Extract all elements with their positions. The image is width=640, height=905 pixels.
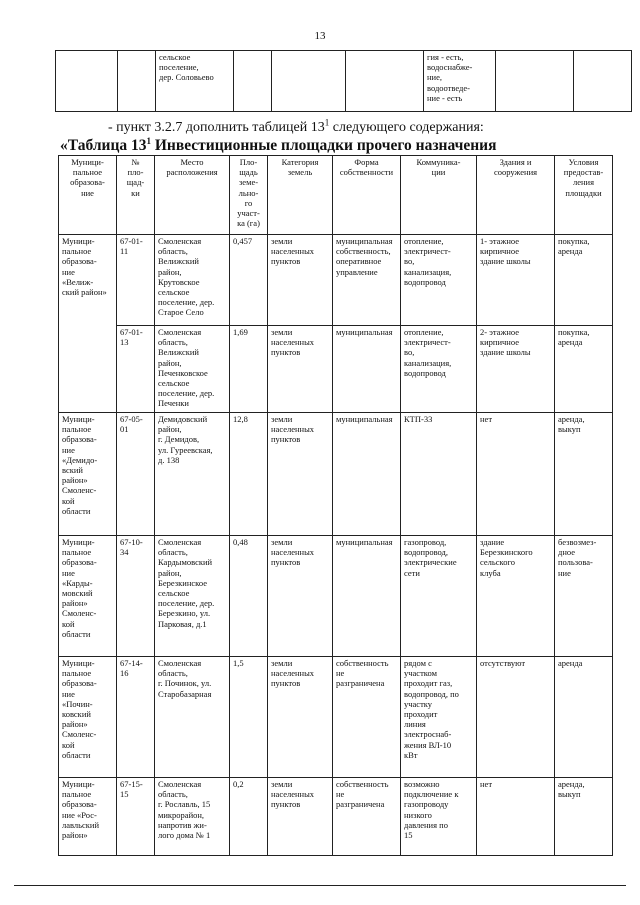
location-cell: Демидовский район, г. Демидов, ул. Гуреевская, д. 138: [155, 413, 230, 536]
buildings-cell: здание Березкинского сельского клуба: [477, 536, 555, 657]
header-communications: Коммуника- ции: [401, 156, 477, 235]
area-cell: 0,457: [230, 235, 268, 326]
communications-cell: отопление, электричест- во, канализация, водопровод: [401, 326, 477, 413]
conditions-cell: безвозмез- дное пользова- ние: [555, 536, 613, 657]
area-cell: 1,5: [230, 657, 268, 778]
table-row: [59, 657, 613, 778]
header-row: [59, 156, 613, 235]
header-site-number: № пло- щад- ки: [117, 156, 155, 235]
location-cell: Смоленская область, Кардымовский район, Березкинское сельское поселение, дер. Березкино, ул. Парковая, д.1: [155, 536, 230, 657]
site-number-cell: 67-10- 34: [117, 536, 155, 657]
communications-cell: возможно подключение к газопроводу низкого давления по 15: [401, 778, 477, 856]
header-land-category: Категория земель: [268, 156, 333, 235]
site-number-cell: 67-05- 01: [117, 413, 155, 536]
table-row: [59, 778, 613, 856]
table-row: [59, 326, 613, 413]
location-cell: Смоленская область, г. Починок, ул. Старобазарная: [155, 657, 230, 778]
prev-communications-cell: гия - есть, водоснабже- ние, водоотведе- ние - есть: [424, 51, 496, 112]
prev-cell: [346, 51, 424, 112]
buildings-cell: нет: [477, 778, 555, 856]
header-municipality: Муници- пальное образова- ние: [59, 156, 117, 235]
ownership-cell: муниципальная: [333, 536, 401, 657]
ownership-cell: собственность не разграничена: [333, 778, 401, 856]
land-category-cell: земли населенных пунктов: [268, 326, 333, 413]
area-cell: 0,48: [230, 536, 268, 657]
conditions-cell: аренда: [555, 657, 613, 778]
area-cell: 12,8: [230, 413, 268, 536]
site-number-cell: 67-01- 11: [117, 235, 155, 326]
land-category-cell: земли населенных пунктов: [268, 657, 333, 778]
header-conditions: Условия предостав- ления площадки: [555, 156, 613, 235]
header-ownership: Форма собственности: [333, 156, 401, 235]
land-category-cell: земли населенных пунктов: [268, 778, 333, 856]
buildings-cell: 1- этажное кирпичное здание школы: [477, 235, 555, 326]
area-cell: 1,69: [230, 326, 268, 413]
municipality-cell: Муници- пальное образова- ние «Карды- мовский район» Смоленс- кой области: [59, 536, 117, 657]
table-row: [59, 413, 613, 536]
location-cell: Смоленская область, г. Рославль, 15 микрорайон, напротив жи- лого дома № 1: [155, 778, 230, 856]
land-category-cell: земли населенных пунктов: [268, 413, 333, 536]
investment-sites-table: [58, 155, 613, 856]
prev-cell: [56, 51, 118, 112]
prev-cell: [272, 51, 346, 112]
municipality-cell: Муници- пальное образова- ние «Велиж- ский район»: [59, 235, 117, 413]
location-cell: Смоленская область, Велижский район, Крутовское сельское поселение, дер. Старое Село: [155, 235, 230, 326]
header-area: Пло- щадь земе- льно- го участ- ка (га): [230, 156, 268, 235]
conditions-cell: аренда, выкуп: [555, 778, 613, 856]
footer-divider: [14, 885, 626, 886]
site-number-cell: 67-15- 15: [117, 778, 155, 856]
ownership-cell: собственность не разграничена: [333, 657, 401, 778]
instruction-text: - пункт 3.2.7 дополнить таблицей $13^1$ следующего содержания:: [108, 117, 484, 135]
municipality-cell: Муници- пальное образова- ние «Рос- лавльский район»: [59, 778, 117, 856]
site-number-cell: 67-01- 13: [117, 326, 155, 413]
table-row: [59, 536, 613, 657]
municipality-cell: Муници- пальное образова- ние «Почин- ковский район» Смоленс- кой области: [59, 657, 117, 778]
buildings-cell: 2- этажное кирпичное здание школы: [477, 326, 555, 413]
conditions-cell: покупка, аренда: [555, 326, 613, 413]
previous-table-continuation: [55, 50, 632, 112]
communications-cell: рядом с участком проходит газ, водопровод, по участку проходит линия электроснаб- жения ВЛ-10 кВт: [401, 657, 477, 778]
municipality-cell: Муници- пальное образова- ние «Демидо- вский район» Смоленс- кой области: [59, 413, 117, 536]
communications-cell: КТП-33: [401, 413, 477, 536]
header-buildings: Здания и сооружения: [477, 156, 555, 235]
buildings-cell: нет: [477, 413, 555, 536]
conditions-cell: покупка, аренда: [555, 235, 613, 326]
prev-cell: [574, 51, 632, 112]
area-cell: 0,2: [230, 778, 268, 856]
prev-location-cell: сельское поселение, дер. Соловьево: [156, 51, 234, 112]
prev-cell: [234, 51, 272, 112]
page-number: 13: [314, 30, 326, 42]
site-number-cell: 67-14- 16: [117, 657, 155, 778]
land-category-cell: земли населенных пунктов: [268, 235, 333, 326]
ownership-cell: муниципальная собственность, оперативное управление: [333, 235, 401, 326]
communications-cell: газопровод, водопровод, электрические сети: [401, 536, 477, 657]
buildings-cell: отсутствуют: [477, 657, 555, 778]
ownership-cell: муниципальная: [333, 326, 401, 413]
table-heading: «Таблица $13^1$ Инвестиционные площадки прочего назначения: [60, 135, 497, 154]
land-category-cell: земли населенных пунктов: [268, 536, 333, 657]
location-cell: Смоленская область, Велижский район, Печенковское сельское поселение, дер. Печенки: [155, 326, 230, 413]
ownership-cell: муниципальная: [333, 413, 401, 536]
communications-cell: отопление, электричест- во, канализация, водопровод: [401, 235, 477, 326]
prev-cell: [496, 51, 574, 112]
prev-cell: [118, 51, 156, 112]
header-location: Место расположения: [155, 156, 230, 235]
table-row: [59, 235, 613, 326]
conditions-cell: аренда, выкуп: [555, 413, 613, 536]
